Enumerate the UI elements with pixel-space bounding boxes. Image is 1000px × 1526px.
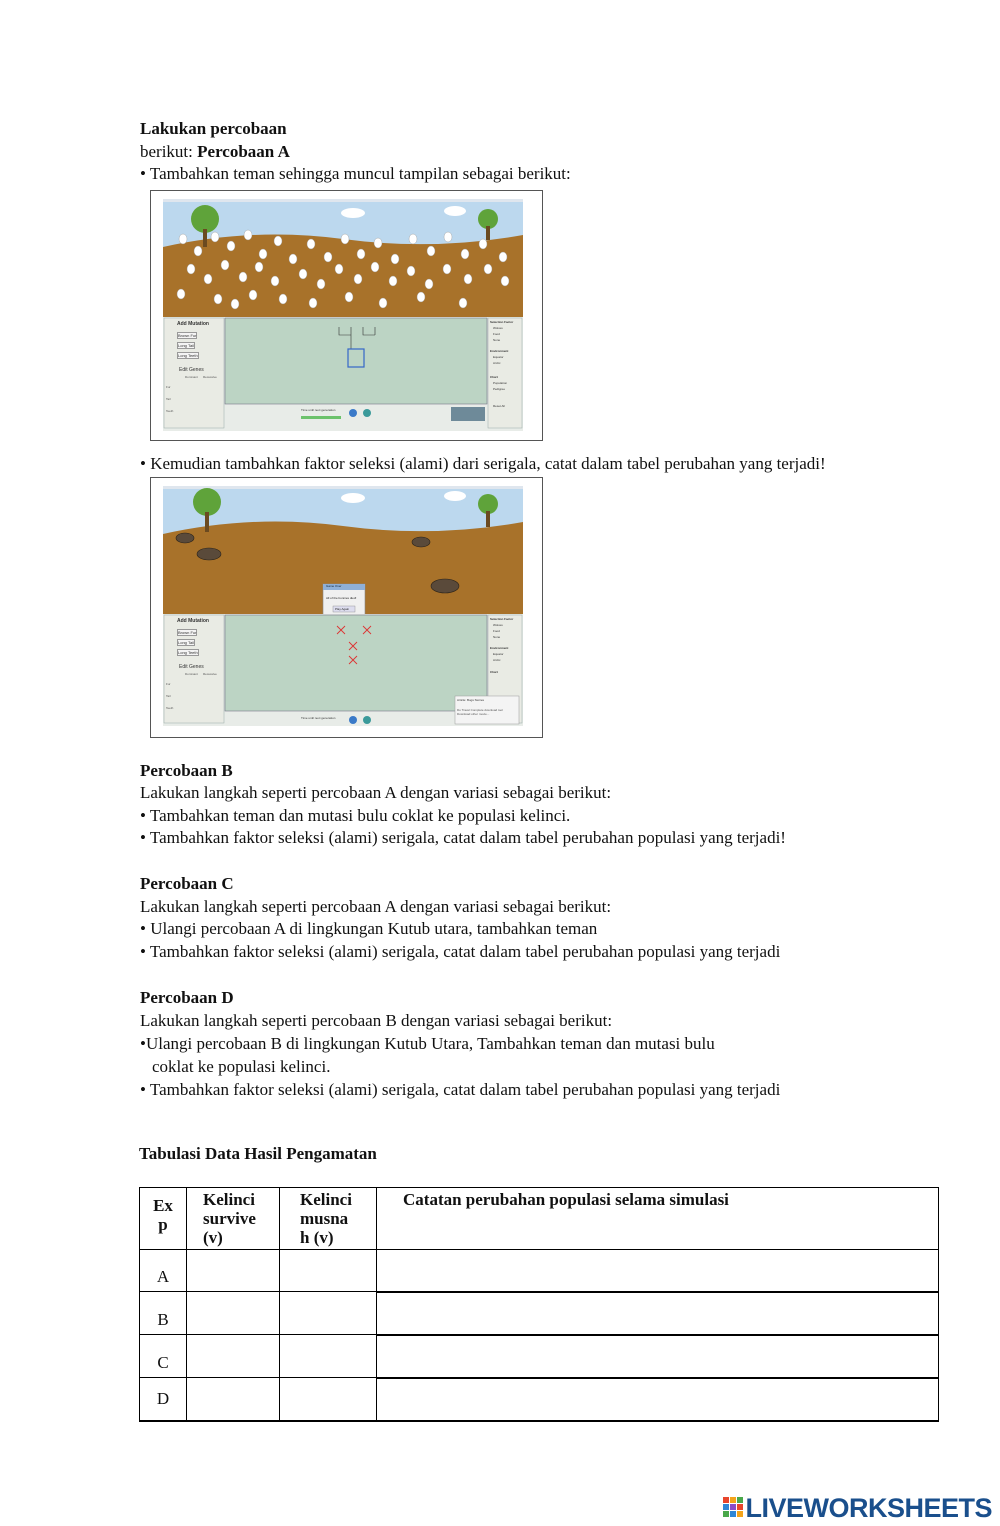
header-musnah-l1: Kelinci (300, 1190, 352, 1209)
dominant-label-2: Dominant (185, 672, 198, 676)
percobaan-c-title: Percobaan C (140, 874, 234, 893)
percobaan-d-bullet-2-text: Tambahkan faktor seleksi (alami) serigala, catat dalam tabel perubahan populasi yang terjadi (149, 1080, 781, 1099)
chart-label-2: Chart (490, 670, 498, 674)
dialog-title: Game Over (326, 584, 342, 588)
recessive-label: Recessive (203, 375, 217, 379)
cell-b-catatan[interactable] (377, 1292, 939, 1335)
cell-c-catatan[interactable] (377, 1335, 939, 1378)
percobaan-b-bullet-2: • Tambahkan faktor seleksi (alami) serigala, catat dalam tabel perubahan populasi yang terjadi! (140, 828, 786, 847)
chart-pedigree-radio[interactable]: Pedigree (493, 387, 506, 391)
gene-row-fur: Fur (166, 385, 171, 389)
recessive-label-2: Recessive (203, 672, 217, 676)
selection-factor-label: Selection Factor (490, 320, 514, 324)
env-arctic-radio[interactable]: Arctic (493, 361, 501, 365)
env-arctic-radio-2[interactable]: Arctic (493, 658, 501, 662)
percobaan-b-intro: Lakukan langkah seperti percobaan A dengan variasi sebagai berikut: (140, 783, 612, 802)
table-row (140, 1250, 939, 1292)
percobaan-c-bullet-2-text: Tambahkan faktor seleksi (alami) serigala, catat dalam tabel perubahan populasi yang terjadi (149, 942, 781, 961)
header-musnah-l2: musna (300, 1209, 349, 1228)
percobaan-d-bullet-1: •Ulangi percobaan B di lingkungan Kutub Utara, Tambahkan teman dan mutasi bulu (140, 1034, 715, 1053)
long-teeth-button-2[interactable]: Long Teeth (178, 650, 198, 655)
cell-d-musnah[interactable] (280, 1378, 377, 1421)
header-exp-l1: Ex (153, 1196, 173, 1215)
intro-bullet-1: • Tambahkan teman sehingga muncul tampilan sebagai berikut: (140, 164, 571, 183)
brown-fur-button-2[interactable]: Brown Fur (178, 630, 197, 635)
cell-d-survive[interactable] (187, 1378, 280, 1421)
simulation-2 (163, 486, 523, 726)
selection-wolves-radio-2[interactable]: Wolves (493, 623, 503, 627)
table-title: Tabulasi Data Hasil Pengamatan (139, 1144, 377, 1163)
liveworksheets-wordmark: LIVEWORKSHEETS (745, 1492, 992, 1523)
header-musnah (280, 1188, 377, 1250)
environment-label: Environment (490, 349, 509, 353)
cell-c-musnah[interactable] (280, 1335, 377, 1378)
selection-factor-label-2: Selection Factor (490, 617, 514, 621)
cell-b-survive[interactable] (187, 1292, 280, 1335)
selection-none-radio-2[interactable]: None (493, 635, 501, 639)
gene-row-tail: Tail (166, 397, 171, 401)
table-header-row (140, 1188, 939, 1250)
header-survive-l3: (v) (203, 1228, 223, 1247)
header-survive (187, 1188, 280, 1250)
header-survive-l2: survive (203, 1209, 256, 1228)
percobaan-d-bullet-2: • Tambahkan faktor seleksi (alami) serigala, catat dalam tabel perubahan populasi yang terjadi (140, 1080, 781, 1099)
percobaan-b-title: Percobaan B (140, 761, 233, 780)
percobaan-d-bullet-1-cont: coklat ke populasi kelinci. (152, 1057, 331, 1076)
brown-fur-button[interactable]: Brown Fur (178, 333, 197, 338)
edit-genes-label: Edit Genes (179, 367, 204, 373)
time-until-next-label-2: Time until next generation (301, 716, 336, 720)
row-label-a: A (140, 1250, 187, 1292)
environment-label-2: Environment (490, 646, 509, 650)
percobaan-d-intro: Lakukan langkah seperti percobaan B dengan variasi sebagai berikut: (140, 1011, 613, 1030)
chart-label: Chart (490, 375, 498, 379)
edit-genes-label-2: Edit Genes (179, 664, 204, 670)
cell-a-catatan[interactable] (377, 1250, 939, 1292)
percobaan-c-intro: Lakukan langkah seperti percobaan A dengan variasi sebagai berikut: (140, 897, 612, 916)
header-catatan-text: Catatan perubahan populasi selama simulasi (403, 1190, 729, 1209)
cell-b-musnah[interactable] (280, 1292, 377, 1335)
chart-population-radio[interactable]: Population (493, 381, 508, 385)
long-teeth-button[interactable]: Long Teeth (178, 353, 198, 358)
simulation-1-graphic (163, 199, 523, 431)
gene-row-tail-2: Tail (166, 694, 171, 698)
table-row (140, 1378, 939, 1421)
env-equator-radio-2[interactable]: Equator (493, 652, 504, 656)
percobaan-b-bullet-1-text: Tambahkan teman dan mutasi bulu coklat ke populasi kelinci. (149, 806, 571, 825)
cell-a-musnah[interactable] (280, 1250, 377, 1292)
percobaan-a-title: Percobaan A (197, 142, 290, 161)
percobaan-c-bullet-2: • Tambahkan faktor seleksi (alami) serigala, catat dalam tabel perubahan populasi yang terjadi (140, 942, 781, 961)
cell-d-catatan[interactable] (377, 1378, 939, 1421)
gene-row-teeth-2: Teeth (166, 706, 174, 710)
add-mutation-label: Add Mutation (177, 321, 209, 327)
percobaan-b-bullet-2-text: Tambahkan faktor seleksi (alami) serigala, catat dalam tabel perubahan populasi yang terjadi! (149, 828, 786, 847)
selection-food-radio-2[interactable]: Food (493, 629, 500, 633)
env-equator-radio[interactable]: Equator (493, 355, 504, 359)
liveworksheets-logo[interactable] (723, 1494, 992, 1522)
simulation-screenshot-2 (150, 477, 543, 738)
cell-a-survive[interactable] (187, 1250, 280, 1292)
selection-wolves-radio[interactable]: Wolves (493, 326, 503, 330)
notice-title: Article: Bugs Stories (457, 698, 485, 702)
liveworksheets-blocks-icon (723, 1497, 745, 1519)
intro-bullet-2-text: Kemudian tambahkan faktor seleksi (alami) dari serigala, catat dalam tabel perubahan yang terjadi! (150, 454, 826, 473)
percobaan-b-bullet-1: • Tambahkan teman dan mutasi bulu coklat ke populasi kelinci. (140, 806, 571, 825)
gene-row-fur-2: Fur (166, 682, 171, 686)
gene-row-teeth: Teeth (166, 409, 174, 413)
time-until-next-label: Time until next generation (301, 408, 336, 412)
header-catatan (377, 1188, 939, 1250)
simulation-1 (163, 199, 523, 431)
dominant-label: Dominant (185, 375, 198, 379)
percobaan-d-title: Percobaan D (140, 988, 234, 1007)
percobaan-c-bullet-1: • Ulangi percobaan A di lingkungan Kutub utara, tambahkan teman (140, 919, 598, 938)
intro-title: Lakukan percobaan (140, 119, 287, 138)
selection-food-radio[interactable]: Food (493, 332, 500, 336)
intro-bullet-1-text: Tambahkan teman sehingga muncul tampilan sebagai berikut: (149, 164, 571, 183)
row-label-d: D (140, 1378, 187, 1421)
simulation-screenshot-1 (150, 190, 543, 441)
intro-bullet-2: • Kemudian tambahkan faktor seleksi (alami) dari serigala, catat dalam tabel perubahan yang terjadi! (140, 454, 826, 473)
intro-line2 (140, 141, 290, 163)
table-row (140, 1335, 939, 1378)
percobaan-d-bullet-1-text: Ulangi percobaan B di lingkungan Kutub Utara, Tambahkan teman dan mutasi bulu (145, 1034, 715, 1053)
header-musnah-l3: h (v) (300, 1228, 334, 1247)
long-tail-button-2[interactable]: Long Tail (178, 640, 194, 645)
row-label-c: C (140, 1335, 187, 1378)
notice-body: Do Travel Complete download tool Download other movie... (457, 708, 503, 716)
intro-line2-prefix: berikut: (140, 142, 198, 161)
header-survive-l1: Kelinci (203, 1190, 255, 1209)
dialog-message: All of the bunnies died! (326, 596, 357, 600)
header-exp (140, 1188, 187, 1250)
header-exp-l2: p (158, 1215, 168, 1234)
observation-table (139, 1187, 939, 1422)
play-again-button[interactable]: Play Again (335, 607, 350, 611)
table-row (140, 1292, 939, 1335)
row-label-b: B (140, 1292, 187, 1335)
cell-c-survive[interactable] (187, 1335, 280, 1378)
selection-none-radio[interactable]: None (493, 338, 501, 342)
simulation-2-graphic (163, 486, 523, 726)
long-tail-button[interactable]: Long Tail (178, 343, 194, 348)
percobaan-c-bullet-1-text: Ulangi percobaan A di lingkungan Kutub utara, tambahkan teman (145, 919, 598, 938)
add-mutation-label-2: Add Mutation (177, 618, 209, 624)
reset-all-button[interactable]: Reset All (493, 404, 505, 408)
